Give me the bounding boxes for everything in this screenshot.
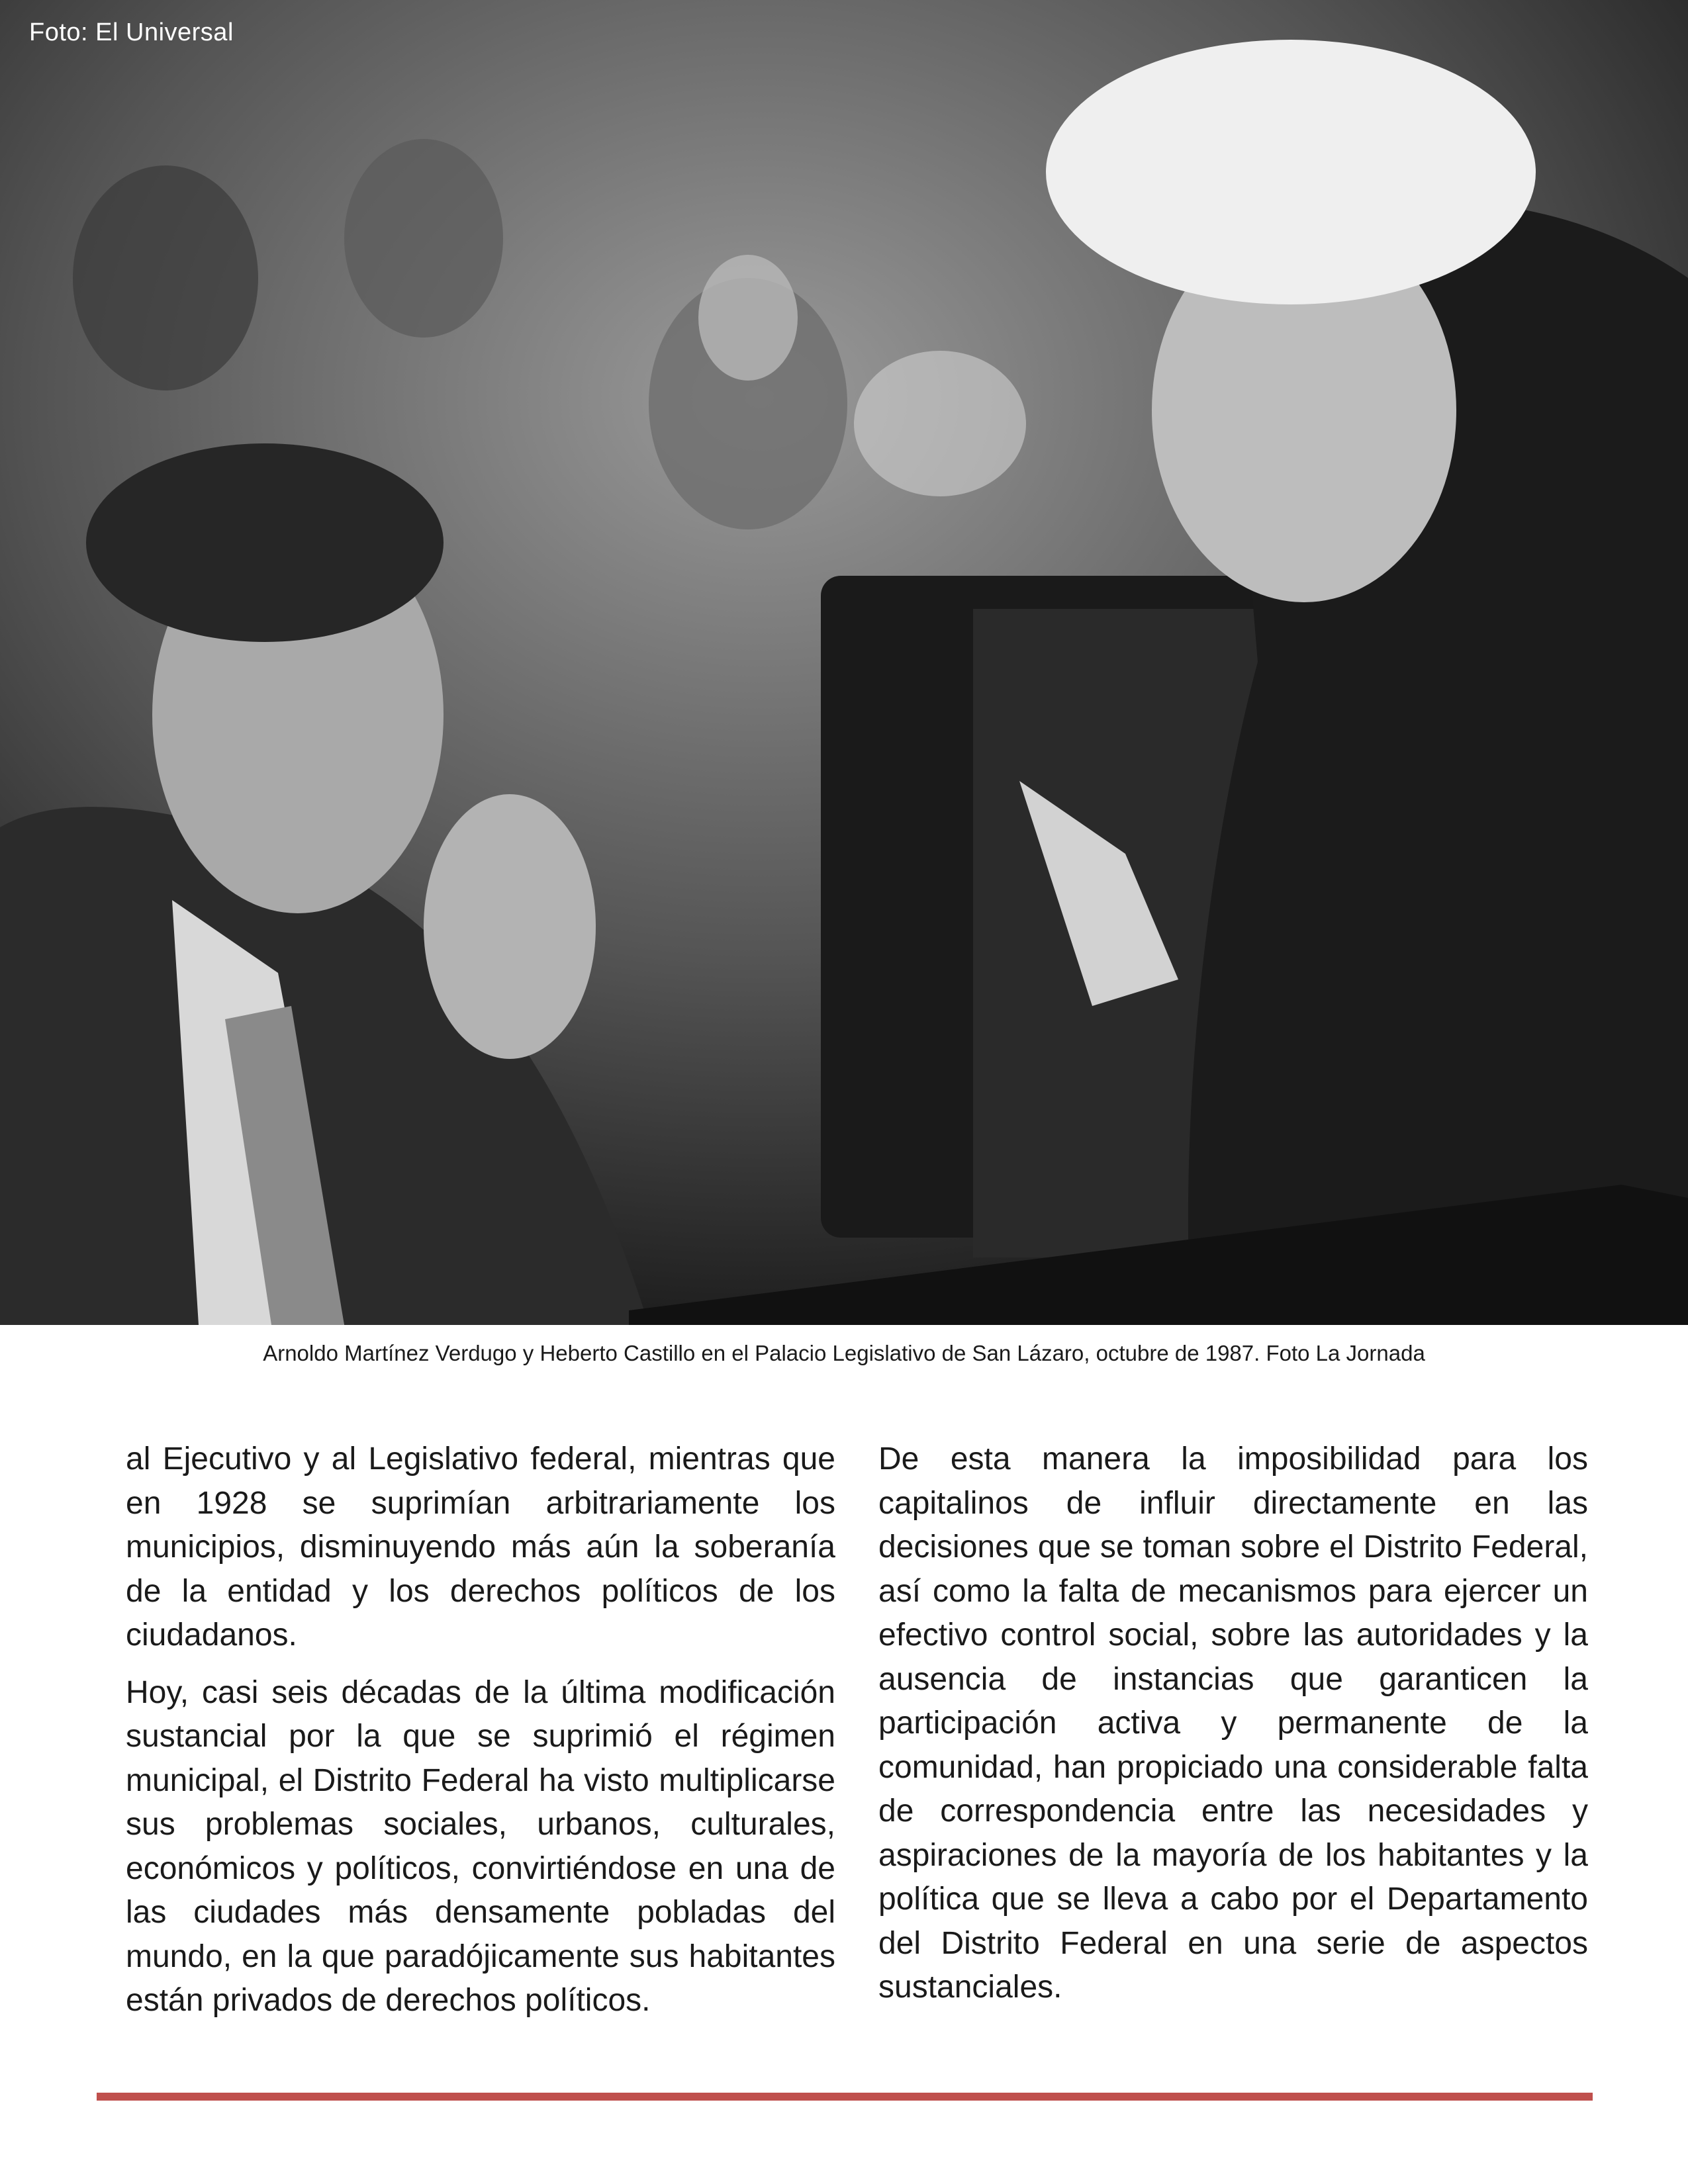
left-column: [126, 1437, 835, 2036]
paragraph: Hoy, casi seis décadas de la última modificación sustancial por la que se suprimió el régimen municipal, el Distrito Federal ha visto multiplicarse sus problemas sociales, urbanos, culturales, económicos y políticos, convirtiéndose en una de las ciudades más densamente pobladas del mundo, en la que paradójicamente sus habitantes están privados de derechos políticos.: [126, 1674, 835, 2018]
photo-caption: Arnoldo Martínez Verdugo y Heberto Castillo en el Palacio Legislativo de San Lázaro, octubre de 1987. Foto La Jornada: [263, 1341, 1425, 1365]
footer-rule: [97, 2093, 1593, 2101]
paragraph: De esta manera la imposibilidad para los capitalinos de influir directamente en las decisiones que se toman sobre el Distrito Federal, así como la falta de mecanismos para ejercer un efectivo control social, sobre las autoridades y la ausencia de instancias que garanticen la participación activa y permanente de la comunidad, han propiciado una considerable falta de correspondencia entre las necesidades y aspiraciones de la mayoría de los habitantes y la política que se lleva a cabo por el Departamento del Distrito Federal en una serie de aspectos sustanciales.: [878, 1441, 1588, 2005]
right-column: [878, 1437, 1588, 2023]
photo-credit: Foto: El Universal: [29, 19, 234, 46]
paragraph: al Ejecutivo y al Legislativo federal, mientras que en 1928 se suprimían arbitrariamente los municipios, disminuyendo más aún la soberanía de la entidad y los derechos políticos de los ciudadanos.: [126, 1441, 835, 1653]
